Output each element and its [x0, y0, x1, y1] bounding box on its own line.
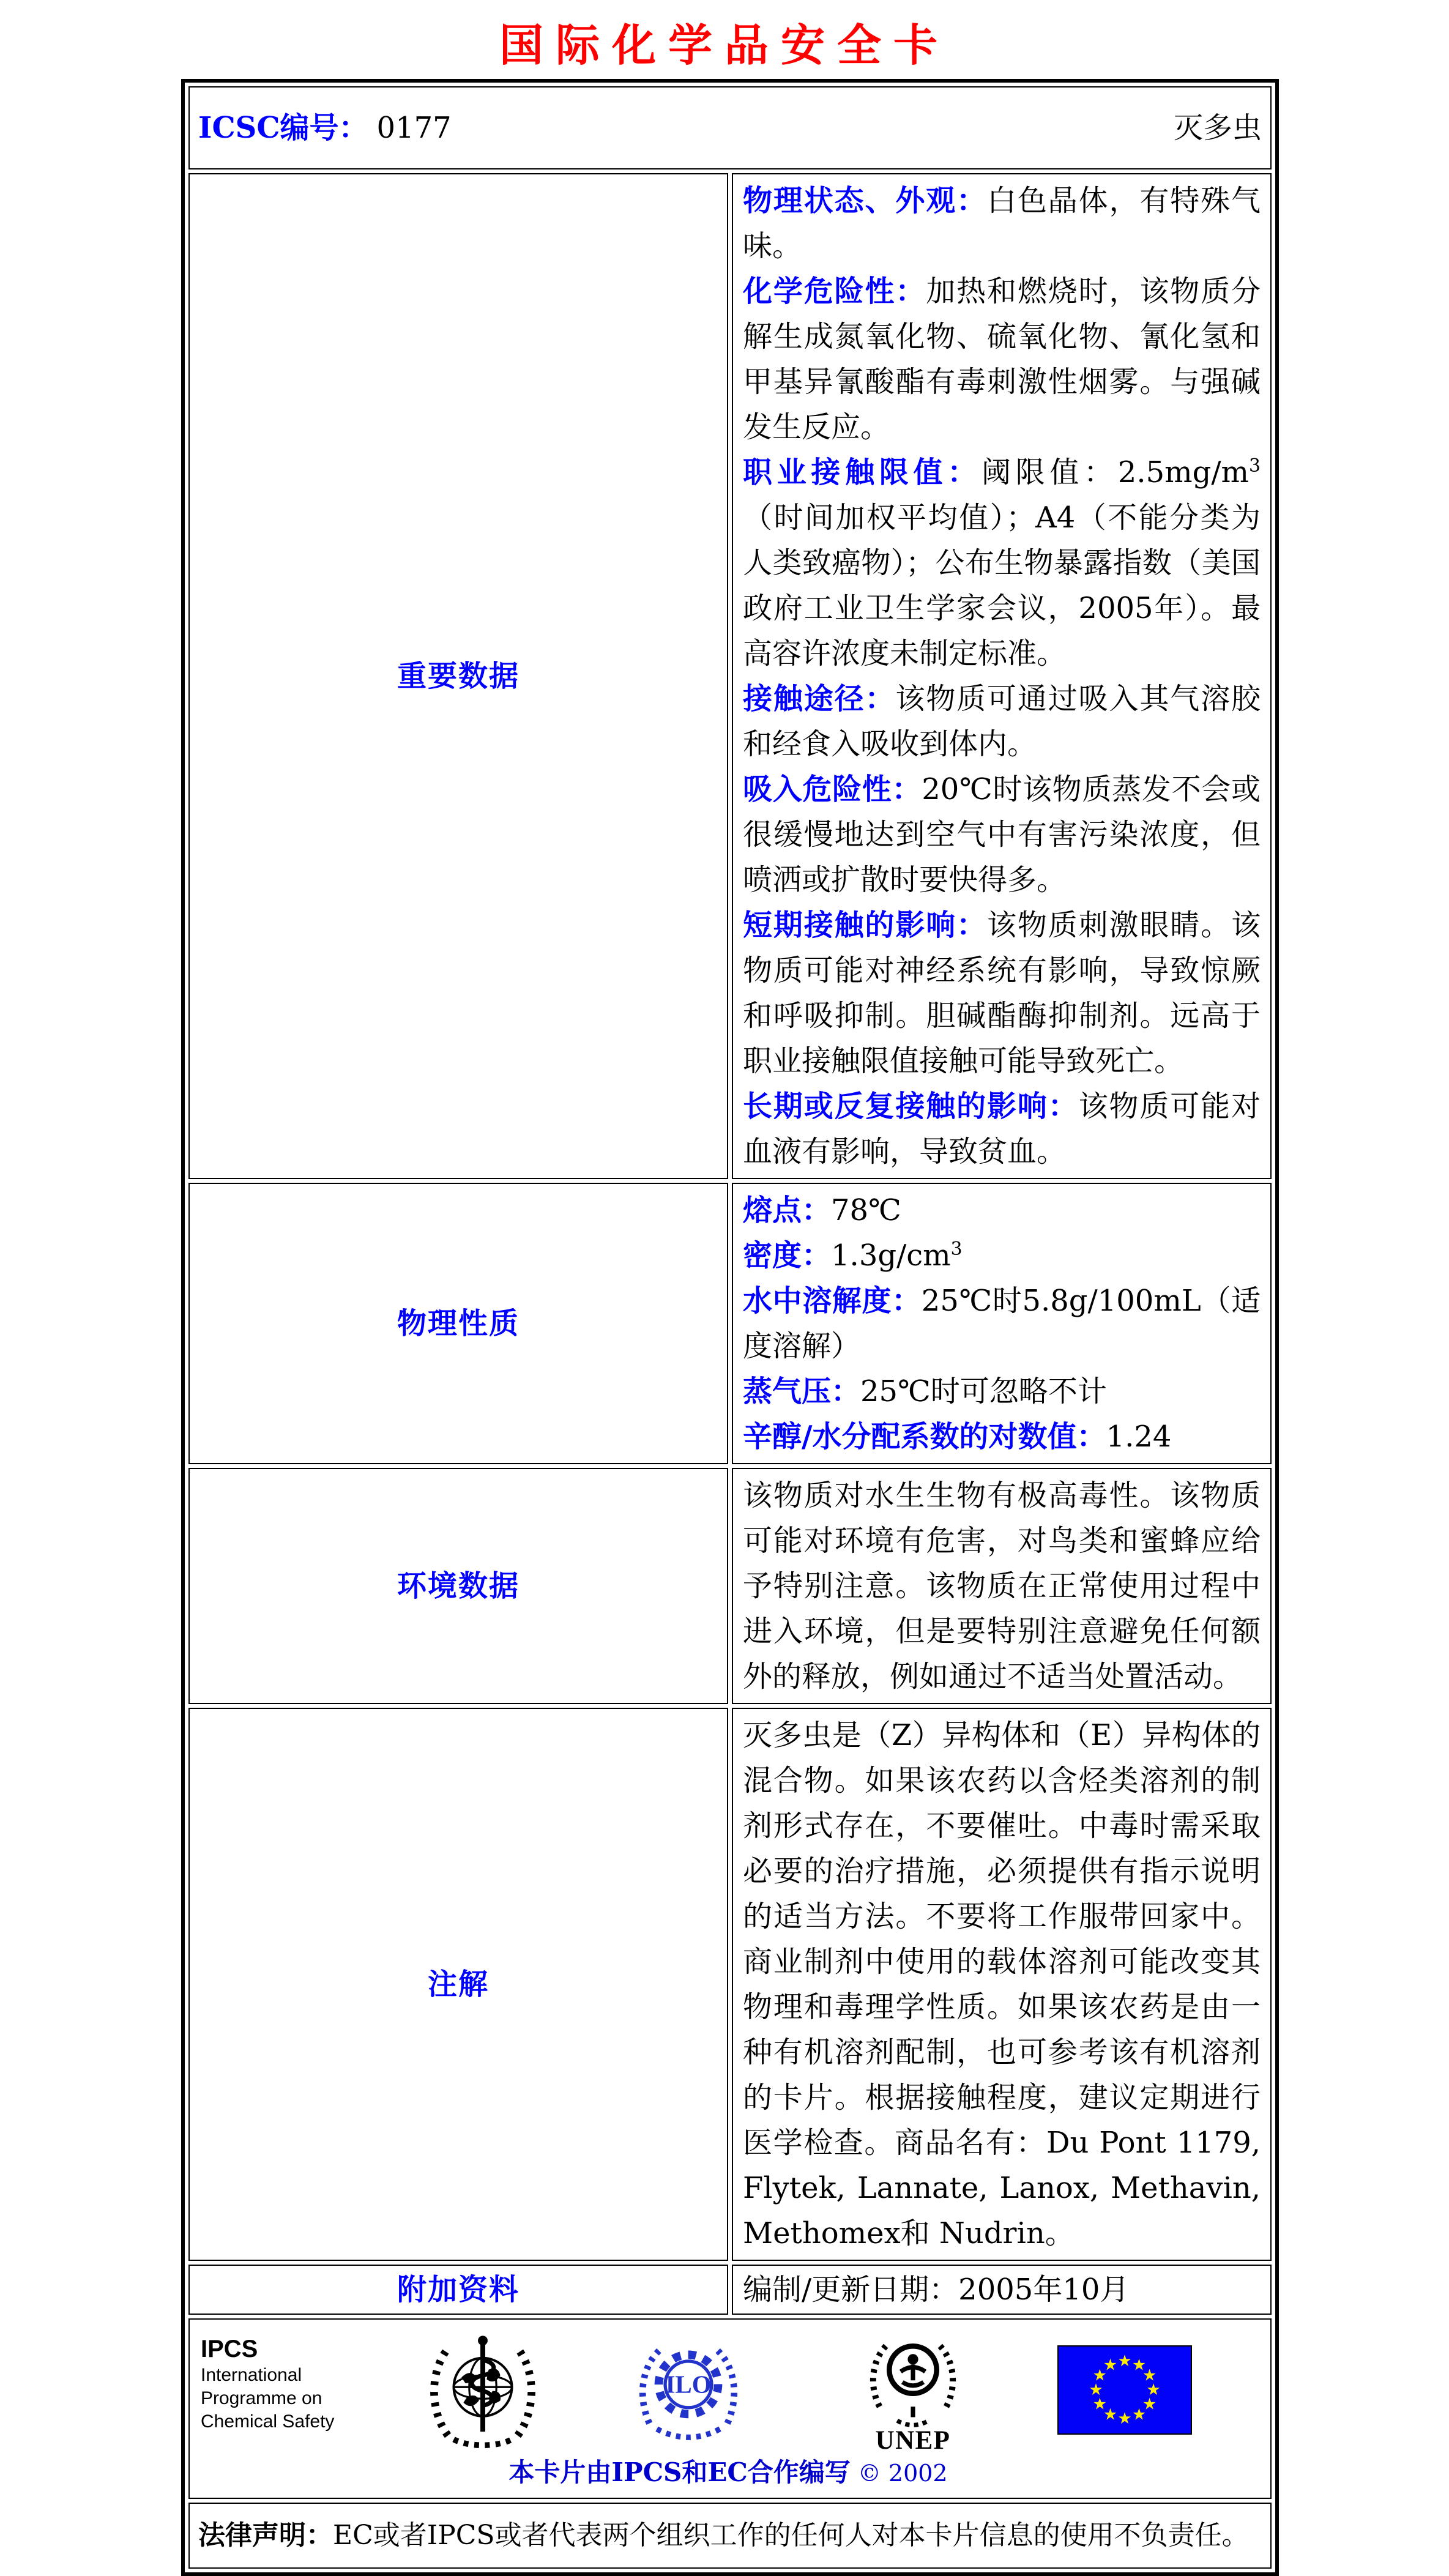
eu-star: ★: [1142, 2395, 1157, 2414]
header-cell: [188, 86, 1272, 169]
field-text: 1.24: [1106, 1420, 1172, 1454]
footer-caption: [201, 2457, 1256, 2489]
eu-star: ★: [1117, 2410, 1132, 2429]
section-row-additional-info: [188, 2265, 1272, 2315]
section-row-important-data: [188, 173, 1272, 1179]
footer-row: [188, 2318, 1272, 2499]
field-text: 灭多虫是（Z）异构体和（E）异构体的混合物。如果该农药以含烃类溶剂的制剂形式存在，不要催吐。中毒时需采取必要的治疗措施，必须提供有指示说明的适当方法。不要将工作服带回家中。商业制剂中使用的载体溶剂可能改变其物理和毒理学性质。如果该农药是由一种有机溶剂配制，也可参考该有机溶剂的卡片。根据接触程度，建议定期进行医学检查。商品名有：Du Pont 1179, Flytek, Lannate, Lanox, Methavin, Methomex和 Nudrin。: [743, 1718, 1261, 2251]
legal-row: [188, 2503, 1272, 2569]
eu-star: ★: [1142, 2366, 1157, 2385]
paragraph: [743, 1084, 1261, 1174]
section-content-important-data: [732, 173, 1272, 1179]
field-label: 短期接触的影响：: [743, 908, 987, 943]
section-row-physical-properties: [188, 1183, 1272, 1464]
icsc-number-value: 0177: [376, 111, 452, 146]
field-label: 密度：: [743, 1238, 832, 1273]
paragraph: [743, 767, 1261, 903]
ipcs-subtitle-line3: Chemical Safety: [201, 2411, 335, 2432]
paragraph: [743, 1278, 1261, 1369]
field-text: 25℃时5.8g/100mL（适度溶解）: [743, 1284, 1261, 1364]
ipcs-subtitle-line2: Programme on: [201, 2388, 322, 2409]
icsc-number-group: [198, 105, 452, 151]
ilo-logo: [633, 2334, 744, 2446]
section-row-environmental-data: [188, 1468, 1272, 1704]
field-text: 加热和燃烧时，该物质分解生成氮氧化物、硫氧化物、氰化氢和甲基异氰酸酯有毒刺激性烟雾。与强碱发生反应。: [743, 274, 1261, 445]
field-label: 蒸气压：: [743, 1374, 861, 1409]
section-label-notes: 注解: [188, 1708, 728, 2261]
section-row-notes: [188, 1708, 1272, 2261]
field-label: 辛醇/水分配系数的对数值：: [743, 1420, 1106, 1454]
unep-logo: [860, 2326, 966, 2454]
field-text: 编制/更新日期：2005年10月: [743, 2273, 1130, 2307]
field-text: （时间加权平均值）；A4（不能分类为人类致癌物）；公布生物暴露指数（美国政府工业卫生学家会议，2005年）。最高容许浓度未制定标准。: [743, 501, 1261, 671]
paragraph: [743, 269, 1261, 450]
section-label-additional-info: 附加资料: [188, 2265, 728, 2315]
paragraph: [743, 676, 1261, 767]
icsc-number-label: ICSC编号：: [198, 111, 368, 146]
field-text: 该物质对水生生物有极高毒性。该物质可能对环境有危害，对鸟类和蜜蜂应给予特别注意。该物质在正常使用过程中进入环境，但是要特别注意避免任何额外的释放，例如通过不适当处置活动。: [743, 1478, 1261, 1694]
paragraph: [743, 1414, 1261, 1459]
field-text: 20℃时该物质蒸发不会或很缓慢地达到空气中有害污染浓度，但喷洒或扩散时要快得多。: [743, 772, 1261, 898]
eu-star: ★: [1131, 2356, 1147, 2375]
field-label: 物理状态、外观：: [743, 184, 987, 218]
field-text: 该物质可通过吸入其气溶胶和经食入吸收到体内。: [743, 682, 1261, 762]
eu-star: ★: [1092, 2395, 1107, 2414]
icsc-card-table: [181, 79, 1279, 2576]
paragraph: [743, 1369, 1261, 1414]
ipcs-subtitle-line1: International: [201, 2365, 302, 2386]
chemical-name: 灭多虫: [1173, 111, 1262, 146]
section-content-additional-info: [732, 2265, 1272, 2315]
eu-star: ★: [1103, 2356, 1118, 2375]
svg-text:UNEP: UNEP: [875, 2426, 951, 2455]
eu-star: ★: [1131, 2405, 1147, 2424]
paragraph: [743, 450, 1261, 676]
field-text: 1.3g/cm: [831, 1238, 951, 1273]
eu-star: ★: [1117, 2352, 1132, 2371]
eu-flag: [1057, 2345, 1192, 2435]
field-label: 职业接触限值：: [743, 455, 982, 490]
eu-star: ★: [1092, 2366, 1107, 2385]
field-text: 阈限值：2.5mg/m: [981, 455, 1250, 490]
eu-star: ★: [1103, 2405, 1118, 2424]
field-label: 化学危险性：: [743, 274, 926, 309]
section-content-notes: [732, 1708, 1272, 2261]
paragraph: [743, 2267, 1261, 2312]
section-label-physical-properties: 物理性质: [188, 1183, 728, 1464]
section-label-environmental-data: 环境数据: [188, 1468, 728, 1704]
paragraph: [743, 903, 1261, 1084]
svg-text:ILO: ILO: [665, 2370, 712, 2399]
footer-caption-text: 本卡片由IPCS和EC合作编写: [508, 2457, 851, 2488]
ipcs-title: IPCS: [201, 2336, 258, 2363]
who-logo: [425, 2326, 541, 2454]
page-title: 国际化学品安全卡: [499, 19, 950, 71]
paragraph: [743, 1188, 1261, 1233]
footer-cell: [188, 2318, 1272, 2499]
logo-row: [201, 2326, 1256, 2454]
section-label-important-data: 重要数据: [188, 173, 728, 1179]
field-label: 接触途径：: [743, 682, 896, 717]
paragraph: [743, 1713, 1261, 2256]
paragraph: [743, 1233, 1261, 1278]
field-text: 78℃: [831, 1193, 901, 1228]
section-content-physical-properties: [732, 1183, 1272, 1464]
field-text: 3: [1249, 455, 1261, 477]
header-row: [188, 86, 1272, 169]
footer-copyright: © 2002: [857, 2460, 948, 2487]
field-label: 长期或反复接触的影响：: [743, 1089, 1079, 1124]
legal-label: 法律声明：: [198, 2520, 333, 2552]
field-text: 该物质可能对血液有影响，导致贫血。: [743, 1089, 1261, 1169]
field-label: 吸入危险性：: [743, 772, 922, 807]
field-label: 水中溶解度：: [743, 1284, 922, 1319]
ipcs-text-block: [201, 2334, 403, 2433]
legal-cell: [188, 2503, 1272, 2569]
legal-text: EC或者IPCS或者代表两个组织工作的任何人对本卡片信息的使用不负责任。: [333, 2520, 1249, 2552]
paragraph: [743, 1473, 1261, 1699]
eu-star: ★: [1146, 2381, 1161, 2400]
section-content-environmental-data: [732, 1468, 1272, 1704]
eu-star: ★: [1089, 2381, 1103, 2400]
field-label: 熔点：: [743, 1193, 832, 1228]
field-text: 3: [950, 1238, 963, 1260]
field-text: 25℃时可忽略不计: [860, 1374, 1107, 1409]
paragraph: [743, 178, 1261, 269]
field-text: 该物质刺激眼睛。该物质可能对神经系统有影响，导致惊厥和呼吸抑制。胆碱酯酶抑制剂。远高于职业接触限值接触可能导致死亡。: [743, 908, 1261, 1079]
field-text: 白色晶体，有特殊气味。: [743, 184, 1261, 264]
